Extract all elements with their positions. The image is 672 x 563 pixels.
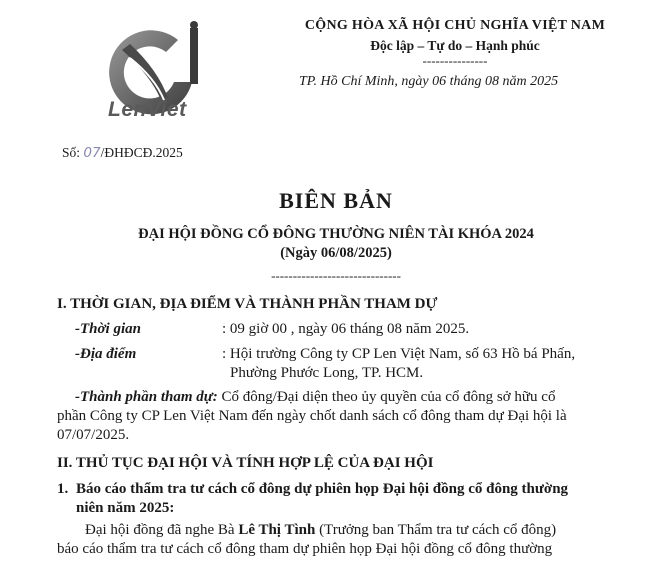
- attendees-line1: [75, 389, 615, 406]
- report-paragraph-line2: báo cáo thẩm tra tư cách cổ đông tham dự phiên họp Đại hội đồng cổ đông thường: [57, 541, 553, 557]
- meeting-date: (Ngày 06/08/2025): [280, 245, 392, 261]
- doc-number-handwritten: 07: [83, 145, 101, 161]
- attendees-line3: 07/07/2025.: [57, 427, 130, 443]
- attendees-line2: phần Công ty CP Len Việt Nam đến ngày chốt danh sách cổ đông tham dự Đại hội là: [57, 408, 567, 424]
- place-value-line2: Phường Phước Long, TP. HCM.: [230, 365, 424, 381]
- attendees-text-1: Cổ đông/Đại diện theo ủy quyền của cổ đông sở hữu cổ: [217, 389, 556, 405]
- date-line: TP. Hồ Chí Minh, ngày 06 tháng 08 năm 2025: [299, 74, 559, 89]
- doc-number-suffix: /ĐHĐCĐ.2025: [100, 145, 183, 160]
- republic-heading: CỘNG HÒA XÃ HỘI CHỦ NGHĨA VIỆT NAM: [304, 18, 606, 33]
- section-1-heading: I. THỜI GIAN, ĐỊA ĐIỂM VÀ THÀNH PHẦN THAM DỰ: [57, 296, 438, 312]
- report-text-b: (Trưởng ban Thẩm tra tư cách cổ đông): [315, 522, 557, 538]
- item-1-number: 1.: [57, 481, 69, 497]
- report-text-a: Đại hội đồng đã nghe Bà: [85, 522, 239, 538]
- national-motto: Độc lập – Tự do – Hạnh phúc: [370, 38, 540, 53]
- time-value: : 09 giờ 00 , ngày 06 tháng 08 năm 2025.: [222, 321, 470, 337]
- document-title: BIÊN BẢN: [279, 188, 393, 213]
- time-label: -Thời gian: [75, 321, 141, 337]
- document-number: [62, 145, 183, 161]
- report-paragraph-line1: [85, 522, 556, 539]
- inspector-name: Lê Thị Tình: [238, 522, 316, 538]
- title-divider: ------------------------------: [271, 268, 401, 283]
- item-1-heading-line2: niên năm 2025:: [76, 500, 175, 516]
- item-1-heading-line1: Báo cáo thẩm tra tư cách cổ đông dự phiên họp Đại hội đồng cổ đông thường: [76, 481, 569, 497]
- attendees-label: -Thành phần tham dự:: [75, 389, 218, 405]
- place-value-line1: : Hội trường Công ty CP Len Việt Nam, số 63 Hồ bá Phấn,: [222, 346, 576, 362]
- document-subtitle: ĐẠI HỘI ĐỒNG CỔ ĐÔNG THƯỜNG NIÊN TÀI KHÓA 2024: [138, 226, 534, 242]
- header-divider: ---------------: [422, 53, 488, 68]
- doc-number-label: Số:: [62, 145, 81, 160]
- section-2-heading: II. THỦ TỤC ĐẠI HỘI VÀ TÍNH HỢP LỆ CỦA ĐẠI HỘI: [57, 455, 434, 471]
- logo-text: LenViet: [108, 98, 187, 121]
- place-label: -Địa điểm: [75, 346, 137, 362]
